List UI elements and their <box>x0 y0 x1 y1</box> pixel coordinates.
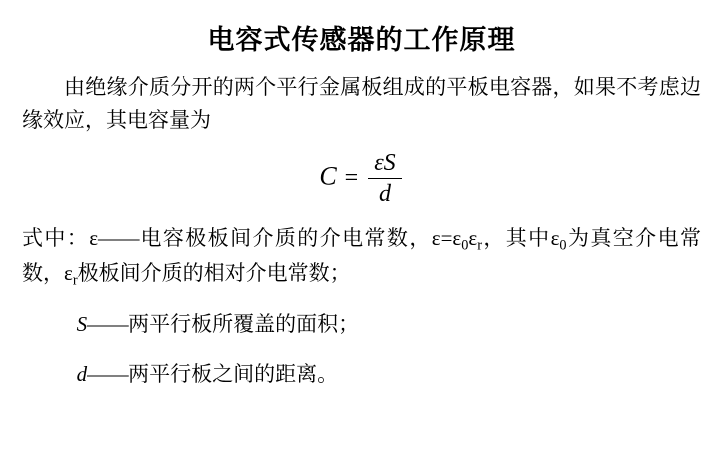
legend-text-epsilon-3: 为真空介电常数， <box>22 226 701 285</box>
legend-text-distance: 两平行板之间的距离。 <box>128 361 339 386</box>
legend-dash-epsilon: —— <box>98 226 140 251</box>
legend-eq-left: ε <box>431 226 441 251</box>
formula-area: S <box>383 150 396 177</box>
legend-symbol-distance: d <box>76 361 88 386</box>
legend-epsilonr-2-sub: r <box>72 272 78 289</box>
legend-epsilonr-2: ε <box>64 260 73 285</box>
legend-dash-area: —— <box>87 312 129 337</box>
legend-symbol-epsilon: ε <box>89 226 99 251</box>
intro-paragraph: 由绝缘介质分开的两个平行金属板组成的平板电容器，如果不考虑边缘效应，其电容量为 <box>22 75 701 132</box>
formula-numerator <box>368 150 401 179</box>
formula-lhs: C <box>319 161 337 191</box>
legend-eq-sign: = <box>440 226 453 251</box>
legend-eq-epsilon0-sub: 0 <box>461 237 469 254</box>
legend-text-epsilon-4: 极板间介质的相对介电常数； <box>77 260 351 285</box>
legend-epsilon0-2-sub: 0 <box>559 237 567 254</box>
formula-fraction <box>368 150 401 208</box>
slide-body <box>0 71 723 390</box>
legend-eq-epsilonr: ε <box>468 226 478 251</box>
legend-eq-epsilonr-sub: r <box>477 237 482 254</box>
capacitance-formula <box>22 150 701 208</box>
legend-area <box>22 309 701 341</box>
legend-text-epsilon-1: 电容极板间介质的介电常数， <box>139 226 432 251</box>
legend-symbol-area: S <box>76 312 88 337</box>
legend-text-area: 两平行板所覆盖的面积； <box>128 312 360 337</box>
legend-distance <box>22 359 701 391</box>
formula-denominator: d <box>378 181 391 208</box>
legend-epsilon0-2: ε <box>550 226 560 251</box>
legend-text-epsilon-2: ，其中 <box>481 226 551 251</box>
legend-eq-epsilon0: ε <box>452 226 462 251</box>
page-title: 电容式传感器的工作原理 <box>207 25 516 55</box>
legend-intro: 式中： <box>22 226 90 251</box>
legend-dash-distance: —— <box>87 361 129 386</box>
formula-epsilon: ε <box>374 150 384 177</box>
legend-epsilon <box>22 222 701 291</box>
formula-equals: = <box>344 164 359 191</box>
slide <box>0 18 723 452</box>
